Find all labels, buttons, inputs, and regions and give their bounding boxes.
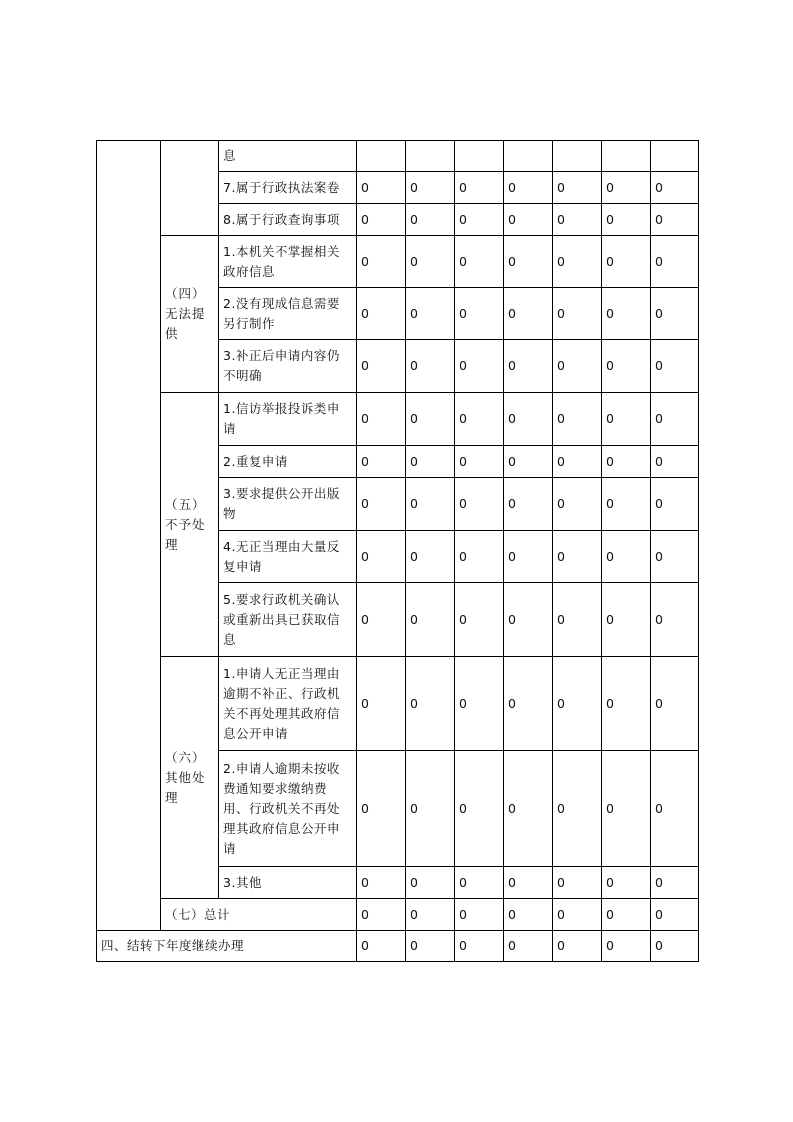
value-cell: 0 [553,172,602,204]
value-cell: 0 [504,867,553,899]
value-cell: 0 [602,751,651,867]
value-cell: 0 [357,172,406,204]
value-cell: 0 [651,172,699,204]
value-cell: 0 [504,340,553,393]
value-cell: 0 [651,393,699,446]
value-cell: 0 [406,236,455,288]
value-cell: 0 [602,531,651,583]
value-cell: 0 [651,340,699,393]
value-cell: 0 [651,531,699,583]
value-cell: 0 [357,393,406,446]
value-cell: 0 [651,899,699,931]
value-cell: 0 [406,340,455,393]
value-cell: 0 [602,867,651,899]
value-cell: 0 [651,446,699,478]
item-label: 2.重复申请 [219,446,357,478]
carryover-row [97,931,699,962]
value-cell: 0 [553,236,602,288]
value-cell: 0 [602,288,651,340]
table-body [97,141,699,962]
value-cell: 0 [455,583,504,657]
section-cell [97,141,161,931]
value-cell [357,141,406,172]
item-label: 息 [219,141,357,172]
total-label: （七）总计 [161,899,357,931]
value-cell: 0 [357,478,406,531]
value-cell: 0 [357,657,406,751]
value-cell: 0 [602,236,651,288]
item-label: 1.信访举报投诉类申请 [219,393,357,446]
total-row [97,899,699,931]
value-cell: 0 [406,583,455,657]
value-cell: 0 [553,751,602,867]
value-cell: 0 [455,340,504,393]
value-cell: 0 [553,899,602,931]
value-cell: 0 [553,931,602,962]
value-cell: 0 [455,172,504,204]
item-label: 3.要求提供公开出版物 [219,478,357,531]
value-cell: 0 [504,393,553,446]
item-label: 7.属于行政执法案卷 [219,172,357,204]
value-cell: 0 [406,899,455,931]
value-cell: 0 [455,531,504,583]
item-label: 1.本机关不掌握相关政府信息 [219,236,357,288]
value-cell: 0 [504,478,553,531]
value-cell: 0 [553,867,602,899]
value-cell: 0 [651,288,699,340]
value-cell: 0 [357,340,406,393]
value-cell: 0 [357,288,406,340]
item-label: 3.补正后申请内容仍不明确 [219,340,357,393]
value-cell: 0 [553,531,602,583]
value-cell: 0 [357,751,406,867]
value-cell: 0 [504,446,553,478]
value-cell: 0 [602,478,651,531]
group-label: （五）不予处理 [161,393,219,657]
value-cell: 0 [406,204,455,236]
value-cell: 0 [406,478,455,531]
value-cell: 0 [455,657,504,751]
value-cell: 0 [602,204,651,236]
value-cell: 0 [406,172,455,204]
value-cell: 0 [553,204,602,236]
value-cell: 0 [406,446,455,478]
value-cell: 0 [602,583,651,657]
value-cell: 0 [455,751,504,867]
value-cell: 0 [406,751,455,867]
value-cell: 0 [406,931,455,962]
value-cell [406,141,455,172]
value-cell: 0 [504,172,553,204]
value-cell: 0 [406,531,455,583]
value-cell: 0 [504,288,553,340]
value-cell: 0 [504,751,553,867]
value-cell: 0 [602,172,651,204]
value-cell: 0 [406,393,455,446]
item-label: 5.要求行政机关确认或重新出具已获取信息 [219,583,357,657]
value-cell: 0 [455,446,504,478]
table-row [97,236,699,288]
value-cell: 0 [602,931,651,962]
value-cell: 0 [602,340,651,393]
value-cell: 0 [504,236,553,288]
value-cell: 0 [602,393,651,446]
value-cell: 0 [602,657,651,751]
value-cell: 0 [651,204,699,236]
value-cell: 0 [553,583,602,657]
value-cell: 0 [651,583,699,657]
report-table [96,140,699,962]
value-cell: 0 [455,867,504,899]
value-cell: 0 [357,204,406,236]
group-label [161,141,219,236]
value-cell: 0 [357,899,406,931]
value-cell: 0 [504,583,553,657]
value-cell: 0 [651,931,699,962]
value-cell: 0 [455,931,504,962]
value-cell [651,141,699,172]
item-label: 4.无正当理由大量反复申请 [219,531,357,583]
value-cell: 0 [602,899,651,931]
value-cell [553,141,602,172]
value-cell: 0 [651,236,699,288]
value-cell: 0 [504,899,553,931]
value-cell: 0 [504,657,553,751]
value-cell: 0 [455,478,504,531]
value-cell: 0 [651,751,699,867]
group-label: （六）其他处理 [161,657,219,899]
value-cell: 0 [651,478,699,531]
value-cell: 0 [504,531,553,583]
table-row [97,657,699,751]
value-cell [504,141,553,172]
value-cell: 0 [406,657,455,751]
table-row [97,141,699,172]
value-cell: 0 [357,867,406,899]
value-cell: 0 [357,236,406,288]
value-cell: 0 [357,531,406,583]
value-cell: 0 [357,583,406,657]
item-label: 2.没有现成信息需要另行制作 [219,288,357,340]
value-cell [455,141,504,172]
value-cell: 0 [553,340,602,393]
value-cell: 0 [651,657,699,751]
item-label: 8.属于行政查询事项 [219,204,357,236]
value-cell: 0 [602,446,651,478]
table-row [97,393,699,446]
item-label: 1.申请人无正当理由逾期不补正、行政机关不再处理其政府信息公开申请 [219,657,357,751]
group-label: （四）无法提供 [161,236,219,393]
item-label: 3.其他 [219,867,357,899]
value-cell: 0 [357,446,406,478]
value-cell: 0 [455,393,504,446]
value-cell: 0 [553,478,602,531]
value-cell: 0 [357,931,406,962]
value-cell: 0 [455,204,504,236]
value-cell: 0 [504,931,553,962]
value-cell: 0 [406,288,455,340]
value-cell: 0 [455,236,504,288]
value-cell: 0 [553,657,602,751]
value-cell: 0 [406,867,455,899]
value-cell: 0 [504,204,553,236]
value-cell: 0 [455,288,504,340]
value-cell: 0 [553,393,602,446]
value-cell: 0 [553,288,602,340]
value-cell: 0 [553,446,602,478]
value-cell [602,141,651,172]
value-cell: 0 [455,899,504,931]
value-cell: 0 [651,867,699,899]
item-label: 2.申请人逾期未按收费通知要求缴纳费用、行政机关不再处理其政府信息公开申请 [219,751,357,867]
carryover-label: 四、结转下年度继续办理 [97,931,357,962]
